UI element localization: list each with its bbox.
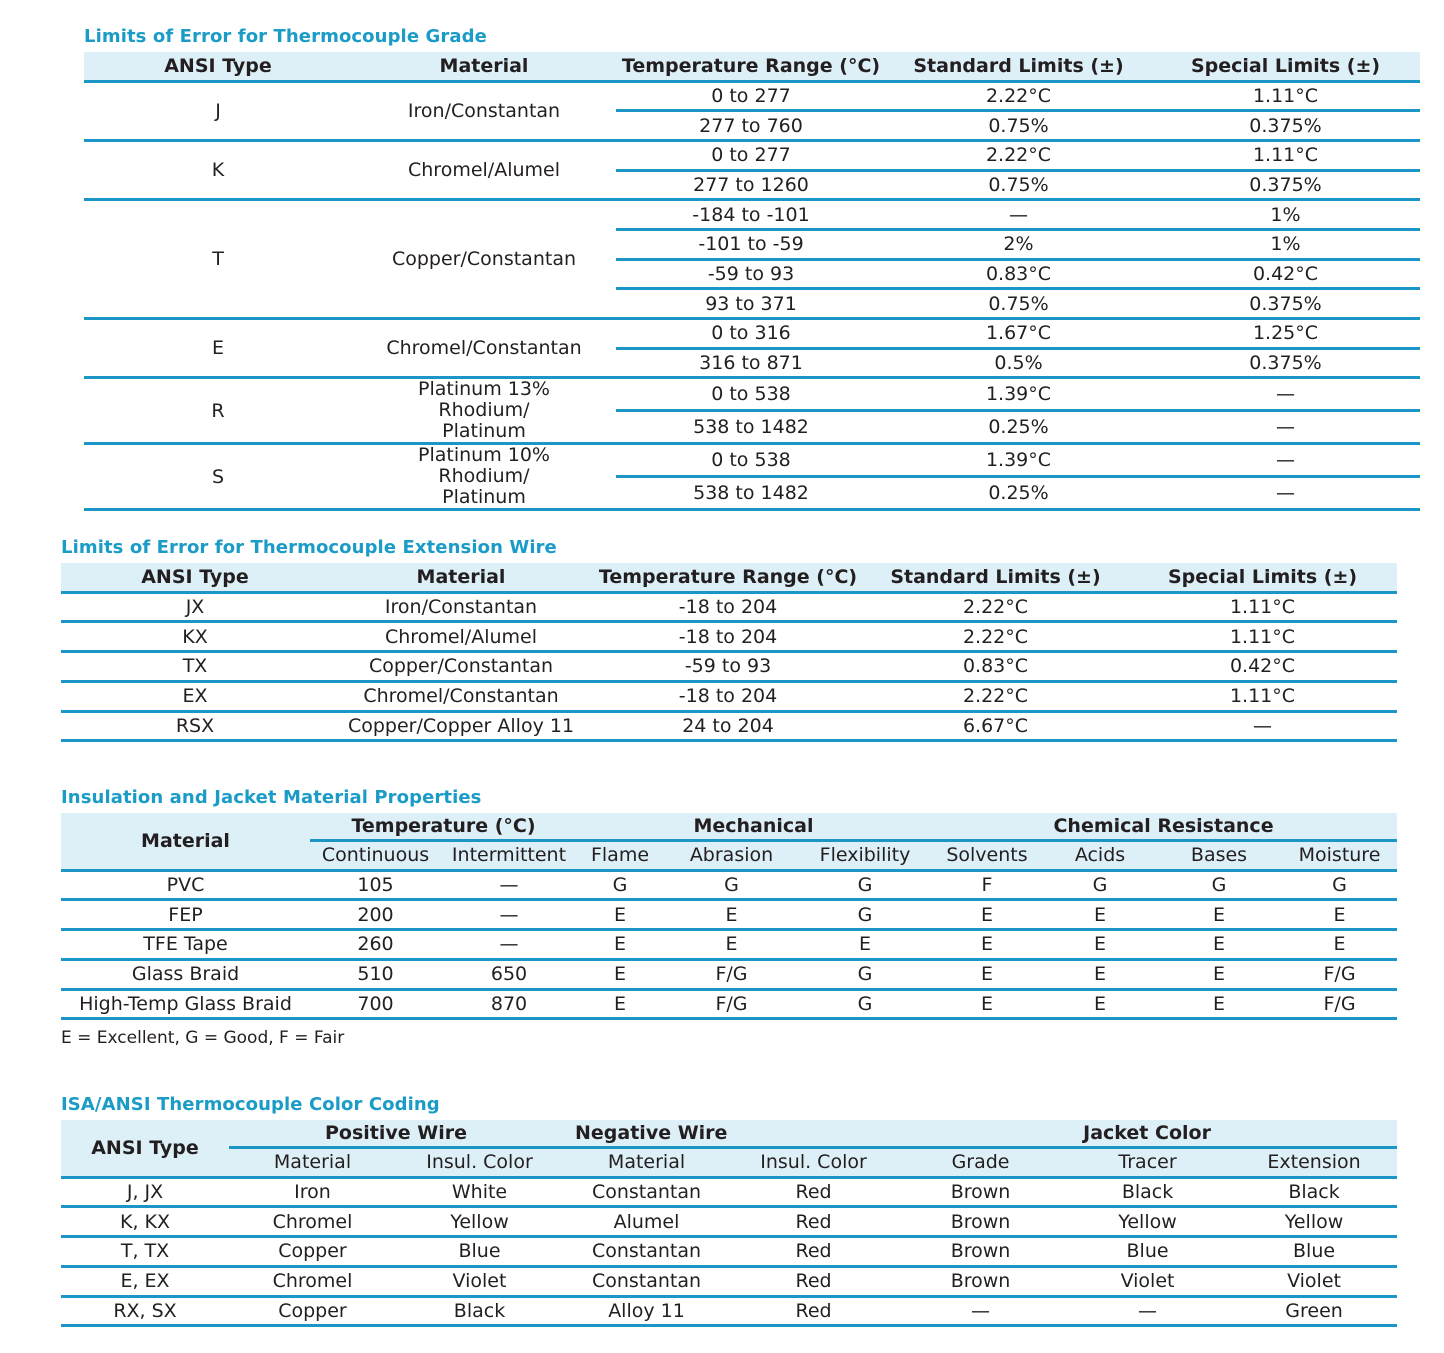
colors-sub-tracer: Tracer xyxy=(1064,1147,1231,1177)
table-cell: F/G xyxy=(663,959,800,989)
colors-table xyxy=(61,1120,1397,1327)
extension-header-special-limits: Special Limits (±) xyxy=(1128,563,1397,592)
table-cell: FEP xyxy=(61,900,310,930)
table-cell: G xyxy=(1282,870,1397,900)
material-cell: Chromel/Constantan xyxy=(352,319,616,378)
table-cell: Alloy 11 xyxy=(563,1296,730,1326)
standard-limit-cell: 1.39°C xyxy=(886,378,1151,411)
table-cell: Blue xyxy=(1064,1237,1231,1267)
table-cell: 105 xyxy=(310,870,441,900)
standard-limit-cell: 0.25% xyxy=(886,477,1151,510)
table-cell: G xyxy=(577,870,663,900)
table-cell: -18 to 204 xyxy=(593,681,863,711)
table-cell: — xyxy=(1128,711,1397,741)
table-cell: TFE Tape xyxy=(61,930,310,960)
table-cell: 200 xyxy=(310,900,441,930)
table-cell: Violet xyxy=(1231,1266,1397,1296)
table-row xyxy=(61,622,1397,652)
range-cell: 538 to 1482 xyxy=(616,477,886,510)
insulation-group-mechanical: Mechanical xyxy=(577,813,930,840)
type-cell: S xyxy=(84,444,352,510)
table-row xyxy=(61,1296,1397,1326)
insulation-group-temperature: Temperature (°C) xyxy=(310,813,577,840)
table-cell: Chromel xyxy=(229,1207,396,1237)
colors-sub-negative-insul-color: Insul. Color xyxy=(730,1147,897,1177)
standard-limit-cell: 0.75% xyxy=(886,170,1151,200)
table-cell: 6.67°C xyxy=(863,711,1128,741)
table-cell: G xyxy=(1044,870,1156,900)
standard-limit-cell: 2.22°C xyxy=(886,81,1151,111)
table-cell: E xyxy=(577,989,663,1019)
insulation-sub-abrasion: Abrasion xyxy=(663,840,800,870)
table-cell: Brown xyxy=(897,1266,1064,1296)
table-cell: JX xyxy=(61,592,329,622)
table-cell: PVC xyxy=(61,870,310,900)
insulation-section xyxy=(61,787,1397,1052)
insulation-title: Insulation and Jacket Material Properties xyxy=(61,787,482,808)
grade-header-temperature-range: Temperature Range (°C) xyxy=(616,52,886,81)
table-cell: Black xyxy=(396,1296,563,1326)
table-cell: -18 to 204 xyxy=(593,592,863,622)
table-cell: 1.11°C xyxy=(1128,622,1397,652)
table-cell: E xyxy=(663,900,800,930)
insulation-sub-solvents: Solvents xyxy=(930,840,1044,870)
table-cell: 24 to 204 xyxy=(593,711,863,741)
table-cell: Chromel xyxy=(229,1266,396,1296)
table-cell: E xyxy=(1044,930,1156,960)
table-cell: J, JX xyxy=(61,1177,229,1207)
table-cell: -18 to 204 xyxy=(593,622,863,652)
special-limit-cell: — xyxy=(1151,411,1420,444)
table-cell: White xyxy=(396,1177,563,1207)
insulation-header-material: Material xyxy=(61,813,310,870)
table-cell: Yellow xyxy=(1064,1207,1231,1237)
table-row xyxy=(61,1177,1397,1207)
special-limit-cell: 0.42°C xyxy=(1151,259,1420,289)
range-cell: -101 to -59 xyxy=(616,229,886,259)
table-cell: 650 xyxy=(441,959,577,989)
table-cell: — xyxy=(897,1296,1064,1326)
table-cell: Copper/Copper Alloy 11 xyxy=(329,711,593,741)
colors-group-positive-wire: Positive Wire xyxy=(229,1120,563,1147)
table-cell: Constantan xyxy=(563,1237,730,1267)
table-row xyxy=(84,140,1420,170)
material-cell: Iron/Constantan xyxy=(352,81,616,140)
table-cell: Copper xyxy=(229,1237,396,1267)
table-cell: G xyxy=(800,989,930,1019)
table-cell: E xyxy=(1044,989,1156,1019)
extension-header-temperature-range: Temperature Range (°C) xyxy=(593,563,863,592)
extension-header-standard-limits: Standard Limits (±) xyxy=(863,563,1128,592)
colors-section xyxy=(61,1094,1397,1330)
table-cell: E xyxy=(930,959,1044,989)
table-cell: E xyxy=(577,959,663,989)
table-cell: -59 to 93 xyxy=(593,652,863,682)
special-limit-cell: 0.375% xyxy=(1151,111,1420,141)
colors-sub-negative-material: Material xyxy=(563,1147,730,1177)
colors-group-jacket-color: Jacket Color xyxy=(897,1120,1397,1147)
standard-limit-cell: 0.25% xyxy=(886,411,1151,444)
table-cell: Black xyxy=(1231,1177,1397,1207)
table-cell: E xyxy=(1282,930,1397,960)
colors-title: ISA/ANSI Thermocouple Color Coding xyxy=(61,1094,440,1115)
table-cell: Red xyxy=(730,1177,897,1207)
table-row xyxy=(84,200,1420,230)
table-cell: G xyxy=(800,870,930,900)
table-cell: G xyxy=(663,870,800,900)
table-cell: 510 xyxy=(310,959,441,989)
insulation-sub-continuous: Continuous xyxy=(310,840,441,870)
table-cell: 0.42°C xyxy=(1128,652,1397,682)
special-limit-cell: — xyxy=(1151,444,1420,477)
table-cell: Violet xyxy=(396,1266,563,1296)
extension-table xyxy=(61,563,1397,742)
table-cell: Brown xyxy=(897,1207,1064,1237)
table-cell: RX, SX xyxy=(61,1296,229,1326)
range-cell: 538 to 1482 xyxy=(616,411,886,444)
range-cell: 93 to 371 xyxy=(616,289,886,319)
special-limit-cell: 0.375% xyxy=(1151,289,1420,319)
table-cell: Constantan xyxy=(563,1266,730,1296)
table-cell: 2.22°C xyxy=(863,681,1128,711)
special-limit-cell: 0.375% xyxy=(1151,348,1420,378)
colors-sub-positive-insul-color: Insul. Color xyxy=(396,1147,563,1177)
table-cell: Yellow xyxy=(396,1207,563,1237)
table-row xyxy=(61,900,1397,930)
table-cell: 2.22°C xyxy=(863,592,1128,622)
table-cell: Red xyxy=(730,1207,897,1237)
colors-sub-extension: Extension xyxy=(1231,1147,1397,1177)
special-limit-cell: 1.25°C xyxy=(1151,319,1420,349)
table-cell: E xyxy=(930,900,1044,930)
special-limit-cell: 1.11°C xyxy=(1151,140,1420,170)
table-cell: E, EX xyxy=(61,1266,229,1296)
table-row xyxy=(84,319,1420,349)
table-cell: E xyxy=(577,900,663,930)
table-cell: Blue xyxy=(396,1237,563,1267)
insulation-sub-bases: Bases xyxy=(1156,840,1282,870)
type-cell: K xyxy=(84,140,352,199)
special-limit-cell: — xyxy=(1151,477,1420,510)
table-cell: E xyxy=(1156,989,1282,1019)
table-cell: 870 xyxy=(441,989,577,1019)
extension-header-material: Material xyxy=(329,563,593,592)
table-cell: — xyxy=(1064,1296,1231,1326)
table-cell: 2.22°C xyxy=(863,622,1128,652)
type-cell: T xyxy=(84,200,352,319)
table-cell: E xyxy=(1044,900,1156,930)
grade-table xyxy=(84,52,1420,511)
table-cell: 260 xyxy=(310,930,441,960)
insulation-sub-flexibility: Flexibility xyxy=(800,840,930,870)
insulation-legend: E = Excellent, G = Good, F = Fair xyxy=(61,1028,345,1048)
material-cell: Platinum 13% Rhodium/ Platinum xyxy=(352,378,616,444)
table-cell: E xyxy=(577,930,663,960)
table-cell: RSX xyxy=(61,711,329,741)
table-cell: TX xyxy=(61,652,329,682)
table-cell: Iron xyxy=(229,1177,396,1207)
table-cell: High-Temp Glass Braid xyxy=(61,989,310,1019)
table-cell: EX xyxy=(61,681,329,711)
table-row xyxy=(84,444,1420,477)
table-cell: Brown xyxy=(897,1237,1064,1267)
colors-sub-grade: Grade xyxy=(897,1147,1064,1177)
table-row xyxy=(61,1237,1397,1267)
type-cell: J xyxy=(84,81,352,140)
table-cell: Glass Braid xyxy=(61,959,310,989)
table-cell: — xyxy=(441,930,577,960)
colors-sub-positive-material: Material xyxy=(229,1147,396,1177)
insulation-sub-moisture: Moisture xyxy=(1282,840,1397,870)
table-row xyxy=(84,81,1420,111)
colors-group-negative-wire: Negative Wire xyxy=(563,1120,897,1147)
standard-limit-cell: — xyxy=(886,200,1151,230)
table-cell: 0.83°C xyxy=(863,652,1128,682)
table-cell: 1.11°C xyxy=(1128,592,1397,622)
table-cell: E xyxy=(663,930,800,960)
special-limit-cell: 1.11°C xyxy=(1151,81,1420,111)
range-cell: 277 to 1260 xyxy=(616,170,886,200)
table-cell: Brown xyxy=(897,1177,1064,1207)
table-row xyxy=(61,592,1397,622)
table-row xyxy=(61,1207,1397,1237)
special-limit-cell: 1% xyxy=(1151,229,1420,259)
range-cell: -59 to 93 xyxy=(616,259,886,289)
range-cell: 277 to 760 xyxy=(616,111,886,141)
table-row xyxy=(61,652,1397,682)
grade-header-standard-limits: Standard Limits (±) xyxy=(886,52,1151,81)
table-cell: Red xyxy=(730,1296,897,1326)
range-cell: 0 to 277 xyxy=(616,140,886,170)
table-cell: Chromel/Constantan xyxy=(329,681,593,711)
range-cell: 0 to 538 xyxy=(616,444,886,477)
standard-limit-cell: 0.75% xyxy=(886,111,1151,141)
insulation-sub-intermittent: Intermittent xyxy=(441,840,577,870)
table-cell: Copper/Constantan xyxy=(329,652,593,682)
extension-title: Limits of Error for Thermocouple Extension Wire xyxy=(61,537,557,558)
standard-limit-cell: 2% xyxy=(886,229,1151,259)
table-cell: G xyxy=(800,959,930,989)
table-row xyxy=(61,989,1397,1019)
range-cell: 316 to 871 xyxy=(616,348,886,378)
table-cell: E xyxy=(930,989,1044,1019)
table-cell: Constantan xyxy=(563,1177,730,1207)
material-cell: Chromel/Alumel xyxy=(352,140,616,199)
colors-table-body xyxy=(61,1177,1397,1326)
range-cell: 0 to 277 xyxy=(616,81,886,111)
table-cell: KX xyxy=(61,622,329,652)
insulation-sub-flame: Flame xyxy=(577,840,663,870)
table-cell: 1.11°C xyxy=(1128,681,1397,711)
table-cell: T, TX xyxy=(61,1237,229,1267)
table-cell: Green xyxy=(1231,1296,1397,1326)
table-cell: Black xyxy=(1064,1177,1231,1207)
range-cell: 0 to 316 xyxy=(616,319,886,349)
extension-header-ansi-type: ANSI Type xyxy=(61,563,329,592)
type-cell: R xyxy=(84,378,352,444)
table-row xyxy=(61,1266,1397,1296)
table-cell: E xyxy=(1156,959,1282,989)
special-limit-cell: 1% xyxy=(1151,200,1420,230)
range-cell: -184 to -101 xyxy=(616,200,886,230)
standard-limit-cell: 2.22°C xyxy=(886,140,1151,170)
colors-header-ansi-type: ANSI Type xyxy=(61,1120,229,1177)
table-cell: E xyxy=(930,930,1044,960)
insulation-table xyxy=(61,813,1397,1020)
standard-limit-cell: 0.75% xyxy=(886,289,1151,319)
insulation-group-chemical: Chemical Resistance xyxy=(930,813,1397,840)
table-cell: F/G xyxy=(1282,989,1397,1019)
table-cell: 700 xyxy=(310,989,441,1019)
table-cell: G xyxy=(800,900,930,930)
table-cell: Red xyxy=(730,1266,897,1296)
material-cell: Platinum 10% Rhodium/ Platinum xyxy=(352,444,616,510)
insulation-table-body xyxy=(61,870,1397,1019)
standard-limit-cell: 0.83°C xyxy=(886,259,1151,289)
table-cell: F xyxy=(930,870,1044,900)
table-cell: Chromel/Alumel xyxy=(329,622,593,652)
table-cell: Copper xyxy=(229,1296,396,1326)
table-cell: E xyxy=(1044,959,1156,989)
extension-table-body xyxy=(61,592,1397,741)
material-cell: Copper/Constantan xyxy=(352,200,616,319)
special-limit-cell: 0.375% xyxy=(1151,170,1420,200)
standard-limit-cell: 1.39°C xyxy=(886,444,1151,477)
table-cell: G xyxy=(1156,870,1282,900)
table-cell: Yellow xyxy=(1231,1207,1397,1237)
table-cell: E xyxy=(1156,930,1282,960)
table-cell: Alumel xyxy=(563,1207,730,1237)
table-row xyxy=(61,870,1397,900)
table-cell: — xyxy=(441,870,577,900)
table-cell: — xyxy=(441,900,577,930)
table-cell: F/G xyxy=(1282,959,1397,989)
table-cell: K, KX xyxy=(61,1207,229,1237)
table-cell: Iron/Constantan xyxy=(329,592,593,622)
standard-limit-cell: 1.67°C xyxy=(886,319,1151,349)
grade-header-special-limits: Special Limits (±) xyxy=(1151,52,1420,81)
table-row xyxy=(84,378,1420,411)
special-limit-cell: — xyxy=(1151,378,1420,411)
range-cell: 0 to 538 xyxy=(616,378,886,411)
grade-title: Limits of Error for Thermocouple Grade xyxy=(84,26,487,47)
table-cell: Red xyxy=(730,1237,897,1267)
grade-section xyxy=(84,26,1420,509)
type-cell: E xyxy=(84,319,352,378)
insulation-sub-acids: Acids xyxy=(1044,840,1156,870)
table-row xyxy=(61,681,1397,711)
grade-header-material: Material xyxy=(352,52,616,81)
table-cell: E xyxy=(1156,900,1282,930)
table-cell: Blue xyxy=(1231,1237,1397,1267)
table-row xyxy=(61,711,1397,741)
extension-section xyxy=(61,537,1397,743)
table-row xyxy=(61,930,1397,960)
table-cell: F/G xyxy=(663,989,800,1019)
grade-header-ansi-type: ANSI Type xyxy=(84,52,352,81)
table-cell: Violet xyxy=(1064,1266,1231,1296)
standard-limit-cell: 0.5% xyxy=(886,348,1151,378)
table-cell: E xyxy=(1282,900,1397,930)
table-cell: E xyxy=(800,930,930,960)
table-row xyxy=(61,959,1397,989)
